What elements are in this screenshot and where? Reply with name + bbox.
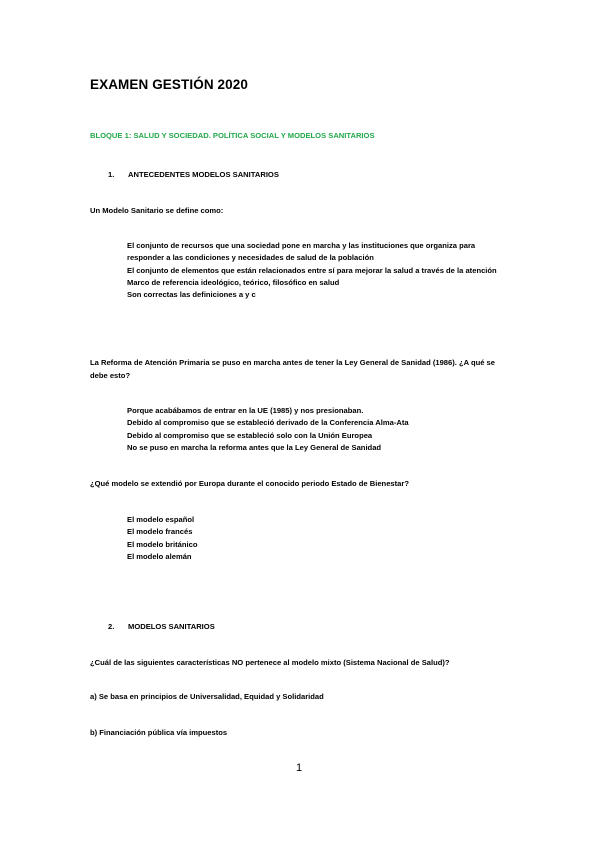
q1-option: Marco de referencia ideológico, teórico, filosófico en salud	[127, 277, 340, 287]
section-2-number: 2.	[108, 622, 115, 631]
question-3: ¿Qué modelo se extendió por Europa durante el conocido periodo Estado de Bienestar?	[90, 479, 409, 488]
question-4-answer-a: a) Se basa en principios de Universalidad, Equidad y Solidaridad	[90, 692, 324, 701]
page-number: 1	[296, 762, 303, 774]
q2-option: Debido al compromiso que se estableció derivado de la Conferencia Alma-Ata	[127, 418, 409, 428]
q3-option: El modelo francés	[127, 527, 193, 537]
question-4: ¿Cuál de las siguientes características NO pertenece al modelo mixto (Sistema Nacional de Salud)?	[90, 658, 450, 667]
q1-option: El conjunto de recursos que una sociedad pone en marcha y las instituciones que organiza para	[127, 241, 476, 250]
section-1-title: ANTECEDENTES MODELOS SANITARIOS	[128, 170, 279, 179]
question-3-options	[127, 514, 197, 563]
question-1: Un Modelo Sanitario se define como:	[90, 206, 224, 215]
q2-option: No se puso en marcha la reforma antes que la Ley General de Sanidad	[127, 442, 382, 452]
section-2-heading	[108, 622, 215, 631]
q3-option: El modelo español	[127, 515, 195, 524]
question-2-options	[127, 405, 409, 454]
question-4-answer-b: b) Financiación pública vía impuestos	[90, 728, 228, 737]
q1-option: El conjunto de elementos que están relacionados entre sí para mejorar la salud a través de la atención	[127, 265, 497, 275]
question-1-options	[127, 240, 497, 301]
q2-option: Porque acabábamos de entrar en la UE (1985) y nos presionaban.	[127, 406, 364, 415]
question-2: La Reforma de Atención Primaria se puso en marcha antes de tener la Ley General de Sanidad (1986). ¿A qué se debe esto?	[90, 358, 495, 380]
section-1-heading	[108, 170, 279, 179]
q1-option: responder a las condiciones y necesidades de salud de la población	[127, 253, 374, 263]
q2-option: Debido al compromiso que se estableció solo con la Unión Europea	[127, 430, 373, 440]
q3-option: El modelo británico	[127, 539, 198, 549]
q3-option: El modelo alemán	[127, 551, 192, 561]
bloque-heading: BLOQUE 1: SALUD Y SOCIEDAD. POLÍTICA SOCIAL Y MODELOS SANITARIOS	[90, 131, 375, 140]
q1-option: Son correctas las definiciones a y c	[127, 290, 256, 300]
section-1-number: 1.	[108, 170, 115, 179]
document-title: EXAMEN GESTIÓN 2020	[90, 77, 248, 92]
section-2-title: MODELOS SANITARIOS	[128, 622, 215, 631]
